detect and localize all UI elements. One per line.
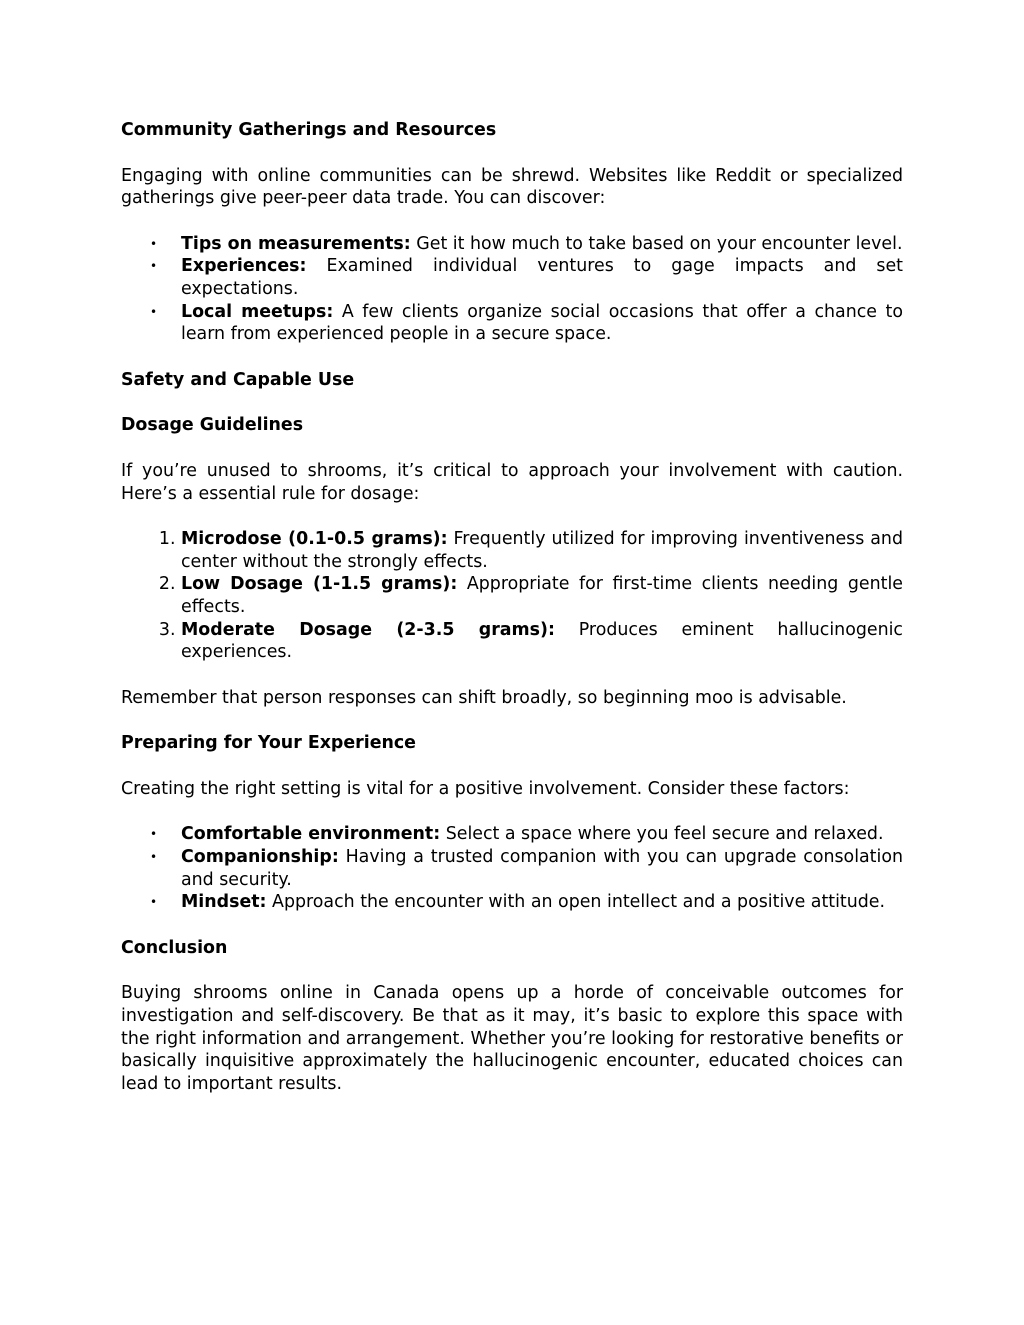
list-item <box>181 255 903 300</box>
list-item <box>181 301 903 346</box>
list-item <box>181 528 903 573</box>
dosage-intro: If you’re unused to shrooms, it’s critical to approach your involvement with caution. Here’s a essential rule for dosage: <box>121 460 903 504</box>
list-item-text: Appropriate for first-time clients needing gentle effects. <box>181 574 903 617</box>
list-item-label: Moderate Dosage (2-3.5 grams): <box>181 619 555 640</box>
preparing-intro: Creating the right setting is vital for a positive involvement. Consider these factors: <box>121 778 850 799</box>
list-item-text: Select a space where you feel secure and relaxed. <box>440 824 884 845</box>
preparing-list <box>121 823 903 913</box>
list-item <box>181 573 903 618</box>
list-item-label: Microdose (0.1-0.5 grams): <box>181 529 448 550</box>
list-item-label: Comfortable environment: <box>181 824 441 845</box>
dosage-list <box>121 528 903 664</box>
conclusion-heading: Conclusion <box>121 937 228 958</box>
preparing-heading: Preparing for Your Experience <box>121 733 416 754</box>
list-item-label: Low Dosage (1-1.5 grams): <box>181 574 458 595</box>
list-item-text: Frequently utilized for improving inventiveness and center without the strongly effects. <box>181 529 903 572</box>
safety-heading: Safety and Capable Use <box>121 369 355 390</box>
dosage-note: Remember that person responses can shift broadly, so beginning moo is advisable. <box>121 687 847 708</box>
list-item <box>181 891 903 914</box>
list-item-label: Mindset: <box>181 892 267 913</box>
list-item-text: Approach the encounter with an open intellect and a positive attitude. <box>266 892 886 913</box>
community-heading: Community Gatherings and Resources <box>121 120 497 140</box>
list-item <box>181 619 903 664</box>
list-item-text: Produces eminent hallucinogenic experiences. <box>181 619 903 663</box>
list-item-text: A few clients organize social occasions that offer a chance to learn from experienced people in a secure space. <box>181 301 904 345</box>
list-item <box>181 823 903 846</box>
dosage-heading: Dosage Guidelines <box>121 415 304 436</box>
list-item-label: Tips on measurements: <box>181 233 411 254</box>
list-item <box>181 233 903 256</box>
list-item-label: Local meetups: <box>181 301 334 322</box>
list-item-text: Examined individual ventures to gage impacts and set expectations. <box>181 256 903 299</box>
list-item-label: Companionship: <box>181 847 339 868</box>
community-intro: Engaging with online communities can be shrewd. Websites like Reddit or specialized gatherings give peer-peer data trade. You can discover: <box>121 165 903 209</box>
document-page <box>121 119 903 1118</box>
list-item-text: Having a trusted companion with you can upgrade consolation and security. <box>181 847 903 890</box>
list-item-text: Get it how much to take based on your encounter level. <box>410 233 903 254</box>
conclusion-text: Buying shrooms online in Canada opens up a horde of conceivable outcomes for investigation and self-discovery. Be that as it may, it’s basic to explore this space with the right information and arrangement. Whether you’re looking for restorative benefits or basically inquisitive approximately the hallucinogenic encounter, educated choices can lead to important results. <box>121 983 903 1094</box>
list-item <box>181 846 903 891</box>
list-item-label: Experiences: <box>181 256 307 277</box>
community-list <box>121 233 903 346</box>
